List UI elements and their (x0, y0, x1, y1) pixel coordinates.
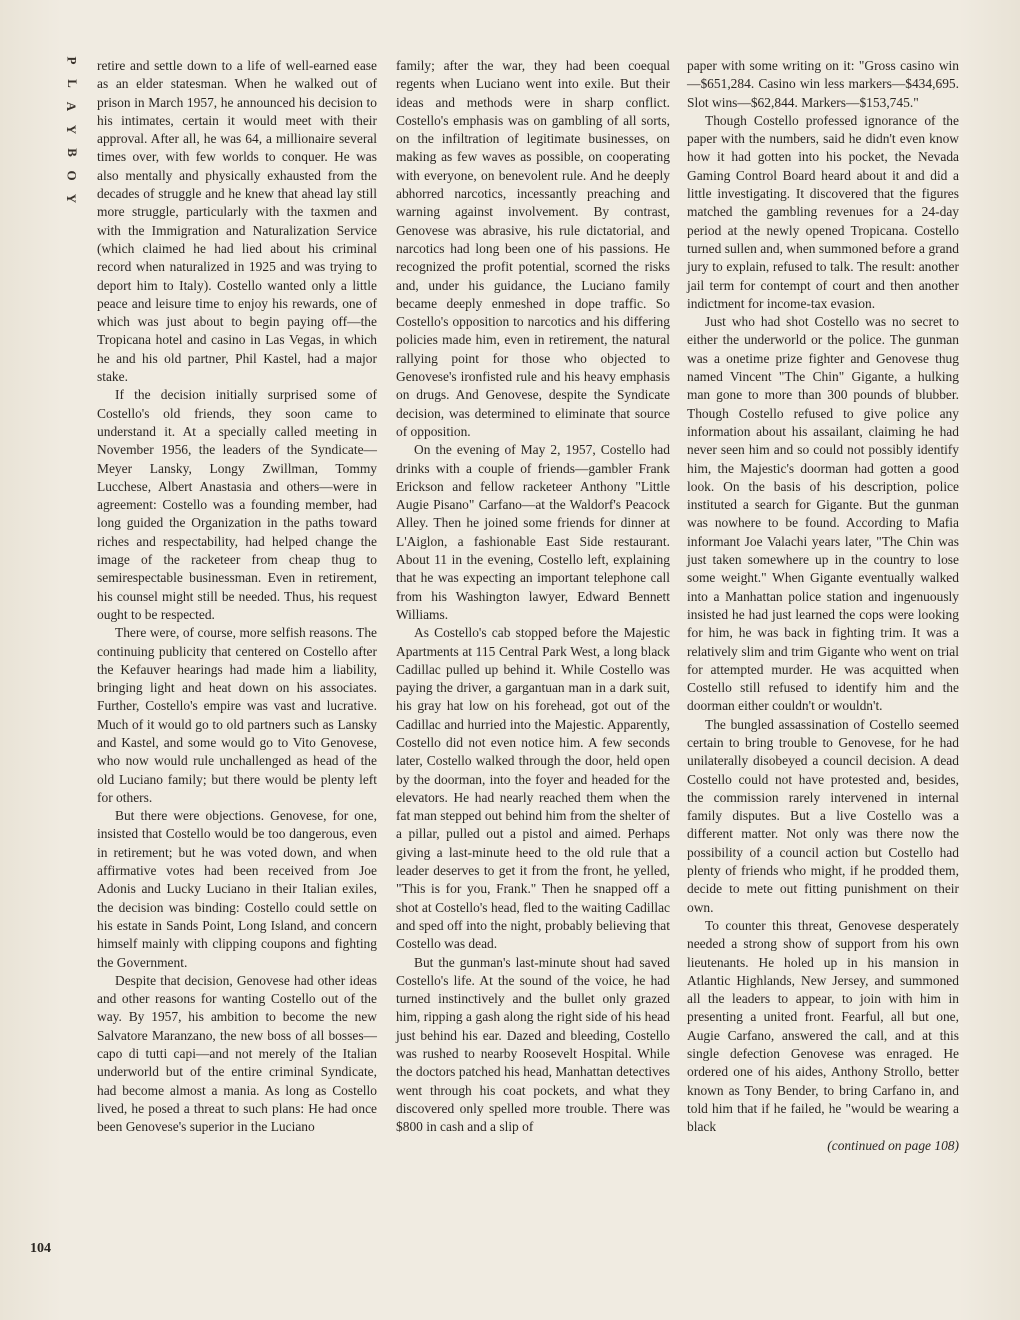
masthead-letter: Y (64, 124, 80, 135)
paragraph: Despite that decision, Genovese had other ideas and other reasons for wanting Costello out of the way. By 1957, his ambition to become the new Salvatore Maranzano, the new boss of all bosses—capo di tutti capi—and not merely of the Italian underworld but of the entire criminal Syndicate, had become almost a mania. As long as Costello lived, he posed a threat to such plans: He had once been Genovese's superior in the Luciano (97, 972, 377, 1135)
paragraph: family; after the war, they had been coequal regents when Luciano went into exile. But their ideas and methods were in sharp conflict. Costello's emphasis was on gambling of all sorts, on the infiltration of legitimate businesses, on making as few waves as possible, on cooperating with everyone, on benevolent rule. And he deeply abhorred narcotics, incessantly preaching and warning against involvement. By contrast, Genovese was abrasive, his rule dictatorial, and narcotics had long been one of his passions. He recognized the profit potential, scorned the risks and, under his guidance, the Luciano family became deeply enmeshed in dope traffic. So Costello's opposition to narcotics and his differing policies made him, even in retirement, the natural rallying point for those who objected to Genovese's ironfisted rule and his heavy emphasis on drugs. And Genovese, despite the Syndicate decision, was determined to eliminate that source of opposition. (396, 58, 670, 439)
page-number: 104 (30, 1241, 51, 1256)
masthead-letter: P (64, 56, 80, 65)
paragraph: On the evening of May 2, 1957, Costello had drinks with a couple of friends—gambler Frank Erickson and fellow racketeer Anthony "Little Augie Pisano" Carfano—at the Waldorf's Peacock Alley. Then he joined some friends for dinner at L'Aiglon, a fashionable East Side restaurant. About 11 in the evening, Costello left, explaining that he was expecting an important telephone call from his Washington lawyer, Edward Bennett Williams. (396, 442, 670, 622)
article-column-3 (687, 57, 959, 1155)
paragraph: To counter this threat, Genovese desperately needed a strong show of support from his own lieutenants. He holed up in his mansion in Atlantic Highlands, New Jersey, and summoned all the leaders to appear, to join with him in presenting a united front. Fearful, all but one, Augie Carfano, answered the call, and at this single defection Genovese was enraged. He ordered one of his aides, Anthony Strollo, better known as Tony Bender, to bring Carfano in, and told him that if he failed, he "would be wearing a black (687, 917, 959, 1135)
paragraph: retire and settle down to a life of well-earned ease as an elder statesman. When he walked out of prison in March 1957, he announced his decision to his intimates, certain it would meet with their approval. After all, he was 64, a millionaire several times over, with few worlds to conquer. He was also mentally and physically exhausted from the decades of struggle and he knew that ahead lay still more struggle, particularly with the taxmen and with the Immigration and Naturalization Service (which claimed he had lied about his criminal record when naturalized in 1925 and was trying to deport him to Italy). Costello wanted only a little peace and leisure time to enjoy his rewards, one of which was just about to begin paying off—the Tropicana hotel and casino in Las Vegas, in which he and his old partner, Phil Kastel, had a major stake. (97, 58, 377, 385)
masthead-letter: Y (64, 193, 80, 204)
continued-note: (continued on page 108) (827, 1137, 959, 1153)
paragraph: paper with some writing on it: "Gross casino win—$651,284. Casino win less markers—$434,695. Slot wins—$62,844. Markers—$153,745." (687, 58, 959, 110)
article-column-1 (97, 57, 377, 1137)
masthead-letter: O (64, 170, 80, 181)
paragraph: Just who had shot Costello was no secret to either the underworld or the police. The gunman was a onetime prize fighter and Genovese thug named Vincent "The Chin" Gigante, a hulking man gone to more than 300 pounds of blubber. Though Costello refused to give police any information about his assailant, claiming he had never seen him and so could not possibly identify him, the Majestic's doorman had gotten a good look. On the basis of his description, police instituted a search for Gigante. But the gunman was nowhere to be found. According to Mafia informant Joe Valachi years later, "The Chin was just taken somewhere up in the country to lose some weight." When Gigante eventually walked into a Manhattan police station and ingenuously insisted he had just learned the cops were looking for him, he was back in fighting trim. It was a relatively slim and trim Gigante who went on trial for attempted murder. He was acquitted when Costello still refused to identify him and the doorman either couldn't or wouldn't. (687, 314, 959, 714)
masthead-letter: L (64, 79, 80, 88)
paragraph: As Costello's cab stopped before the Majestic Apartments at 115 Central Park West, a long black Cadillac pulled up behind it. While Costello was paying the driver, a gargantuan man in a dark suit, his gray hat low on his forehead, got out of the Cadillac and hurried into the Majestic. Apparently, Costello did not even notice him. A few seconds later, Costello walked through the door, held open by the doorman, into the foyer and headed for the elevators. He had nearly reached them when the fat man stepped out behind him from the shelter of a pillar, pulled out a pistol and aimed. Perhaps giving a last-minute heed to the old rule that a leader deserves to get it from the front, he yelled, "This is for you, Frank." Then he snapped off a shot at Costello's head, fled to the waiting Cadillac and sped off into the night, probably believing that Costello was dead. (396, 625, 670, 952)
article-column-2 (396, 57, 670, 1137)
paragraph: Though Costello professed ignorance of the paper with the numbers, said he didn't even know how it had gotten into his pocket, the Nevada Gaming Control Board heard about it and did a little investigating. It discovered that the figures matched the gambling revenues for a 24-day period at the newly opened Tropicana. Costello turned sullen and, when summoned before a grand jury to explain, refused to talk. The result: another jail term for contempt of court and then another indictment for income-tax evasion. (687, 112, 959, 311)
masthead-letter: A (64, 101, 80, 112)
masthead-letter: B (64, 148, 80, 157)
paragraph: The bungled assassination of Costello seemed certain to bring trouble to Genovese, for he had unilaterally disobeyed a council decision. A dead Costello could not have protested and, besides, the commission rarely intervened in internal family disputes. But a live Costello was a different matter. Not only was there now the possibility of a council action but Costello had plenty of friends who might, if he prodded them, decide to mete out fitting punishment on their own. (687, 716, 959, 915)
paragraph: If the decision initially surprised some of Costello's old friends, they soon came to understand it. At a specially called meeting in November 1956, the leaders of the Syndicate—Meyer Lansky, Longy Zwillman, Tommy Lucchese, Albert Anastasia and others—were in agreement: Costello was a founding member, had long guided the Organization in the paths toward riches and respectability, had helped change the image of the racketeer from cheap thug to semirespectable businessman. Even in retirement, his counsel might still be needed. Thus, his request ought to be respected. (97, 387, 377, 622)
paragraph: But the gunman's last-minute shout had saved Costello's life. At the sound of the voice, he had turned instinctively and the bullet only grazed him, ripping a gash along the right side of his head just behind his ear. Dazed and bleeding, Costello was rushed to nearby Roosevelt Hospital. While the doctors patched his head, Manhattan detectives went through his coat pockets, and what they discovered only spelled more trouble. There was $800 in cash and a slip of (396, 954, 670, 1135)
paragraph: There were, of course, more selfish reasons. The continuing publicity that centered on Costello after the Kefauver hearings had made him a liability, bringing light and heat down on his associates. Further, Costello's empire was vast and lucrative. Much of it would go to old partners such as Lansky and Kastel, and some would go to Vito Genovese, who now would rule unchallenged as head of the old Luciano family; but there would be plenty left for others. (97, 625, 377, 805)
masthead-vertical (62, 52, 82, 207)
paragraph: But there were objections. Genovese, for one, insisted that Costello would be too dangerous, even in retirement; but he was voted down, and when affirmative votes had been received from Joe Adonis and Lucky Luciano in their Italian exiles, the decision was binding: Costello could settle on his estate in Sands Point, Long Island, and concern himself mainly with clipping coupons and fighting the Government. (97, 808, 377, 970)
